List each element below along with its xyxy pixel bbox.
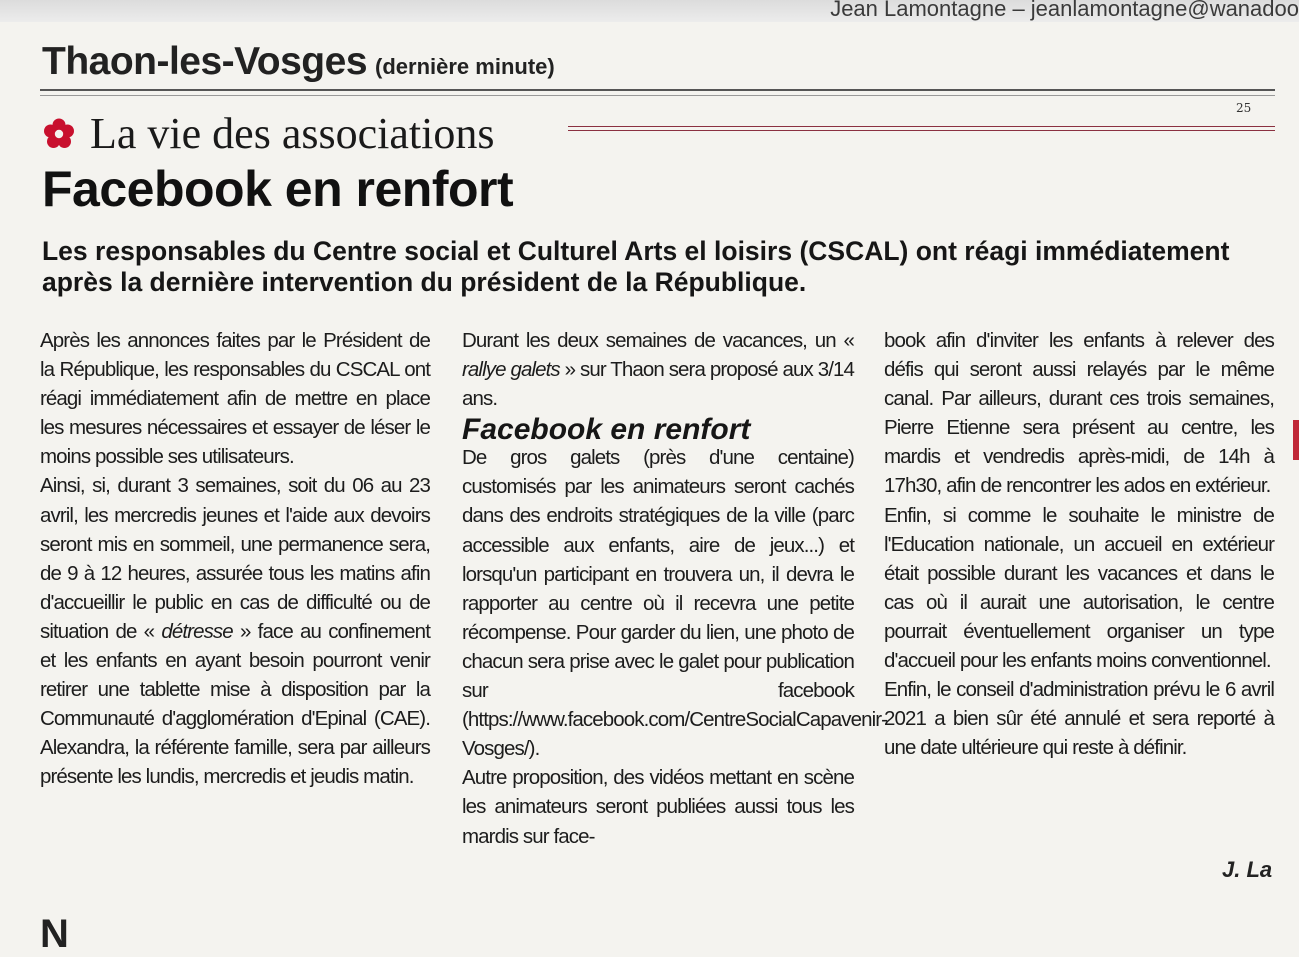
paragraph: book afin d'inviter les enfants à relever des défis qui seront aussi relayés par le même canal. Par ailleurs, durant ces trois semaines, Pierre Etienne sera présent au centre, les mardis et vendredis après-midi, de 14h à 17h30, afin de rencontrer les ados en extérieur. — [884, 329, 1274, 498]
town-rubric — [42, 40, 555, 84]
edge-color-mark — [1293, 420, 1299, 460]
article-column-2 — [462, 326, 888, 851]
paragraph: Enfin, si comme le souhaite le ministre de l'Education nationale, un accueil en extérieur était possible durant les vacances et dans le cas où il aurait une autorisation, le centre pourrait éventuellement organiser un type d'accueil pour les enfants moins conventionnel. — [884, 503, 1274, 673]
article-column-1 — [40, 326, 430, 792]
paragraph: De gros galets (près d'une centaine) customisés par les animateurs seront cachés dans des endroits stratégiques de la ville (parc accessible aux enfants, aire de jeux...) et lorsqu'un participant en trouvera un, il devra le rapporter au centre où il recevra une petite récompense. Pour garder du lien, une photo de chacun sera prise avec le galet pour publication sur facebook (https://www.facebook.com/CentreSocialCapavenir-Vosges/). — [462, 446, 888, 761]
paragraph: Durant les deux semaines de vacances, un « rallye galets » sur Thaon sera proposé aux 3/14 ans. — [462, 329, 854, 411]
subheading: Facebook en renfort — [462, 413, 751, 447]
flower-icon — [42, 117, 76, 151]
town-name: Thaon-les-Vosges — [42, 40, 368, 83]
paragraph: Autre proposition, des vidéos mettant en scène les animateurs seront publiées aussi tous les mardis sur face- — [462, 766, 854, 848]
section-header — [42, 108, 494, 159]
author-signature: J. La — [1222, 857, 1273, 882]
rubric-divider — [40, 89, 1275, 96]
headline: Facebook en renfort — [42, 161, 514, 217]
lead-paragraph: Les responsables du Centre social et Culturel Arts el loisirs (CSCAL) ont réagi immédiatement après la dernière intervention du président de la République. — [42, 236, 1230, 297]
page-number: 25 — [1236, 101, 1252, 115]
article-column-3 — [884, 326, 1274, 762]
next-article-fragment: N — [40, 912, 69, 956]
rubric-qualifier: (dernière minute) — [375, 54, 555, 79]
paragraph: Enfin, le conseil d'administration prévu le 6 avril 2021 a bien sûr été annulé et sera reporté à une date ultérieure qui reste à définir. — [884, 678, 1274, 760]
paragraph: Après les annonces faites par le Président de la République, les responsables du CSCAL ont réagi immédiatement afin de mettre en place les mesures nécessaires et essayer de léser le moins possible ses utilisateurs. — [40, 329, 430, 469]
previous-article-strip — [0, 0, 1299, 22]
paragraph: Ainsi, si, durant 3 semaines, soit du 06 au 23 avril, les mercredis jeunes et l'aide aux devoirs seront mis en sommeil, une permanence sera, de 9 à 12 heures, assurée tous les matins afin d'accueillir le public en cas de difficulté ou de situation de « détresse » face au confinement et les enfants en ayant besoin pourront venir retirer une tablette mise à disposition par la Communauté d'agglomération d'Epinal (CAE). Alexandra, la référente famille, sera par ailleurs présente les lundis, mercredis et jeudis matin. — [40, 474, 430, 789]
section-divider — [568, 126, 1275, 131]
top-text-fragment: Jean Lamontagne – jeanlamontagne@wanadoo — [830, 0, 1299, 21]
section-label: La vie des associations — [90, 109, 495, 158]
